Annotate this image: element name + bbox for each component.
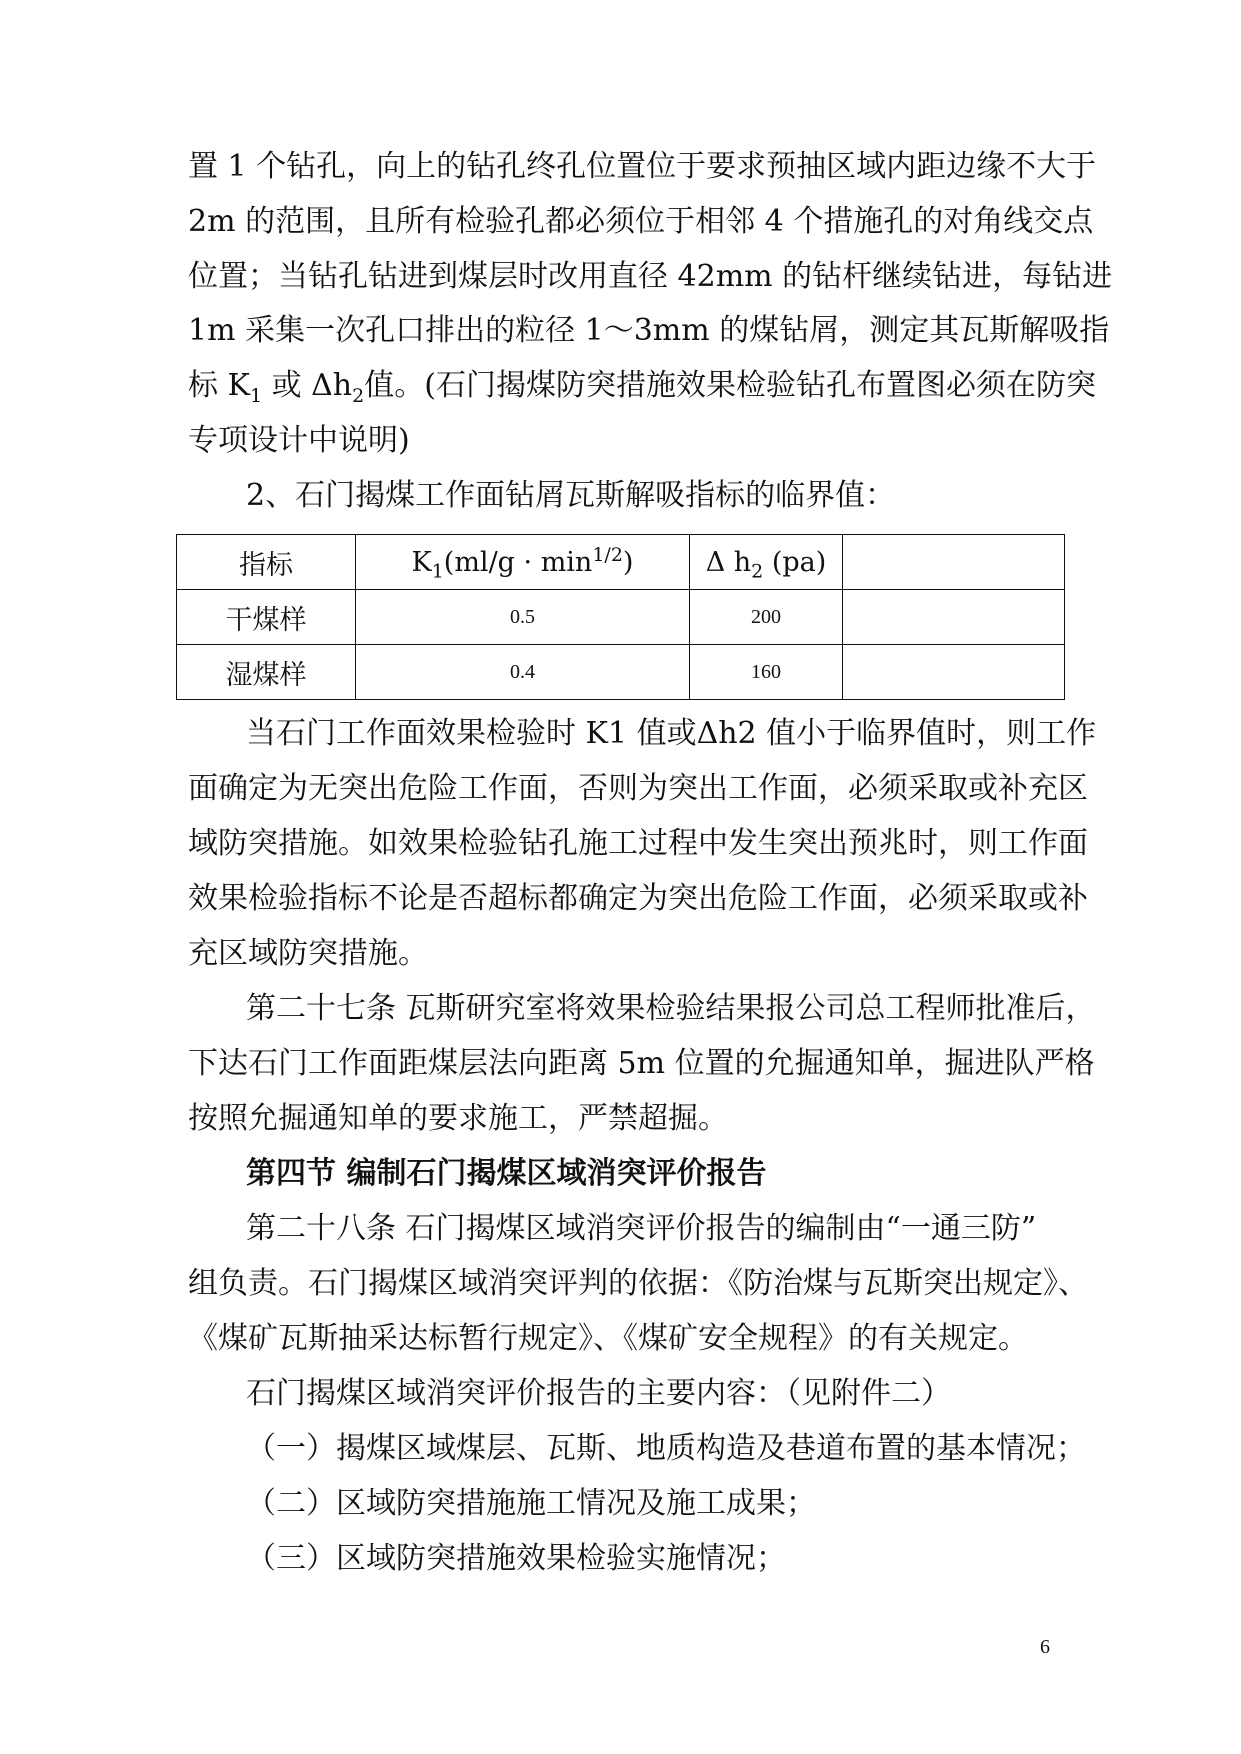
body-text-line: 效果检验指标不论是否超标都确定为突出危险工作面，必须采取或补 [188,881,1088,916]
k1-prefix: 标 K [188,368,250,403]
article-27-line: 下达石门工作面距煤层法向距离 5m 位置的允掘通知单，掘进队严格 [188,1046,1095,1081]
delta-h: Δh [311,368,353,403]
report-item: （二）区域防突措施施工情况及施工成果； [246,1486,816,1521]
table-row [177,645,1065,700]
k1-subscript: 1 [249,385,263,407]
article-28-line: 第二十八条 石门揭煤区域消突评价报告的编制由“一通三防” [246,1211,1037,1246]
delta-h2-value: 160 [690,645,843,700]
page-number: 6 [1040,1636,1050,1658]
body-text-line: 1m 采集一次孔口排出的粒径 1～3mm 的煤钻屑，测定其瓦斯解吸指 [188,313,1110,348]
section-heading: 第四节 编制石门揭煤区域消突评价报告 [246,1156,767,1191]
k1-or: 或 [271,368,302,403]
body-text-line: 充区域防突措施。 [188,936,428,971]
article-27-line: 第二十七条 瓦斯研究室将效果检验结果报公司总工程师批准后， [246,991,1096,1026]
body-text-line: 置 1 个钻孔，向上的钻孔终孔位置位于要求预抽区域内距边缘不大于 [188,149,1097,184]
k1-value: 0.4 [356,645,690,700]
critical-value-table [176,534,1065,700]
body-text-line: 专项设计中说明) [188,423,410,458]
article-28-line: 组负责。石门揭煤区域消突评判的依据：《防治煤与瓦斯突出规定》、 [188,1266,1088,1301]
body-text-line-k1 [188,366,1096,407]
report-contents-intro: 石门揭煤区域消突评价报告的主要内容：（见附件二） [246,1376,951,1411]
header-delta-h2: Δ $h_2$ (pa) [690,535,843,590]
body-text-line: 域防突措施。如效果检验钻孔施工过程中发生突出预兆时，则工作面 [188,826,1088,861]
delta-h-subscript: 2 [352,385,365,407]
report-item: （三）区域防突措施效果检验实施情况； [246,1541,786,1576]
empty-cell [843,645,1065,700]
body-text-line: 当石门工作面效果检验时 K1 值或Δh2 值小于临界值时，则工作 [246,716,1097,751]
delta-h2-value: 200 [690,590,843,645]
empty-cell [843,590,1065,645]
article-28-line: 《煤矿瓦斯抽采达标暂行规定》、《煤矿安全规程》的有关规定。 [188,1321,1028,1356]
table-row [177,590,1065,645]
body-text-line: 2m 的范围，且所有检验孔都必须位于相邻 4 个措施孔的对角线交点 [188,204,1094,239]
header-indicator: 指标 [177,535,356,590]
header-empty-cell [843,535,1065,590]
k1-suffix: 值。(石门揭煤防突措施效果检验钻孔布置图必须在防突 [364,368,1096,403]
body-text-line: 位置；当钻孔钻进到煤层时改用直径 42mm 的钻杆继续钻进，每钻进 [188,259,1113,294]
article-27-line: 按照允掘通知单的要求施工，严禁超掘。 [188,1101,728,1136]
body-text-line: 面确定为无突出危险工作面，否则为突出工作面，必须采取或补充区 [188,771,1088,806]
report-item: （一）揭煤区域煤层、瓦斯、地质构造及巷道布置的基本情况； [246,1431,1086,1466]
table-caption: 2、石门揭煤工作面钻屑瓦斯解吸指标的临界值： [246,478,896,513]
row-label: 干煤样 [177,590,356,645]
table-header-row [177,535,1065,590]
header-k1: $K_1(ml/g \cdot \min^{1/2})$ [356,535,690,590]
k1-value: 0.5 [356,590,690,645]
row-label: 湿煤样 [177,645,356,700]
